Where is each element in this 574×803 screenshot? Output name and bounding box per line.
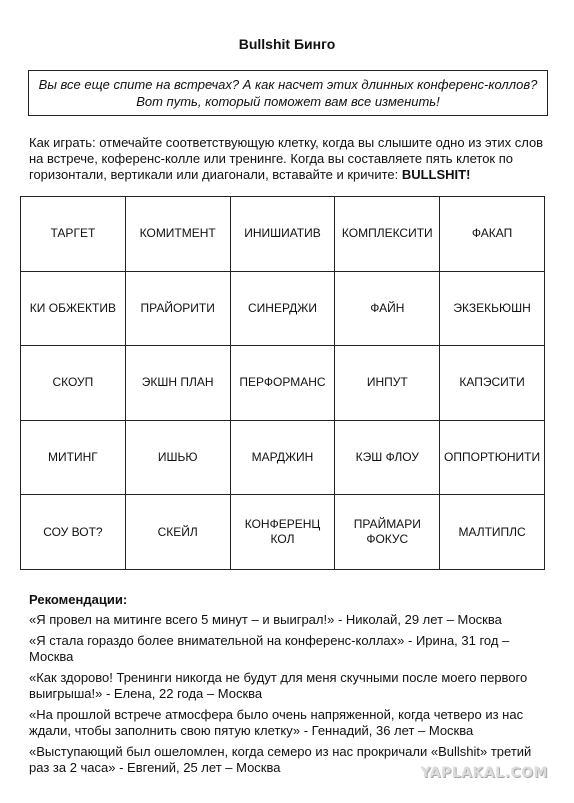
bingo-cell[interactable]: ПЕРФОРМАНС	[231, 346, 336, 421]
bingo-cell[interactable]: ТАРГЕТ	[21, 197, 126, 272]
bingo-cell[interactable]: КОНФЕРЕНЦ КОЛ	[231, 495, 336, 570]
recommendation-item: «Я провел на митинге всего 5 минут – и выиграл!» - Николай, 29 лет – Москва	[29, 612, 502, 627]
recommendation-item: «На прошлой встрече атмосфера было очень напряженной, когда четверо из нас ждали, чтобы заполнить свою пятую клетку» - Геннадий, 36 лет – Москва	[29, 707, 524, 738]
bingo-cell[interactable]: КЭШ ФЛОУ	[335, 421, 440, 496]
bingo-cell[interactable]: КАПЭСИТИ	[440, 346, 545, 421]
bingo-cell[interactable]: ИШЬЮ	[126, 421, 231, 496]
recommendation-item: «Выступающий был ошеломлен, когда семеро из нас прокричали «Bullshit» третий раз за 2 часа» - Евгений, 25 лет – Москва	[29, 744, 532, 775]
bingo-cell[interactable]: ПРАЙМАРИ ФОКУС	[335, 495, 440, 570]
recommendations-list	[29, 612, 549, 781]
how-to-play	[29, 135, 549, 183]
bingo-cell[interactable]: СКЕЙЛ	[126, 495, 231, 570]
bingo-cell[interactable]: КИ ОБЖЕКТИВ	[21, 272, 126, 347]
bingo-cell[interactable]: МАЛТИПЛС	[440, 495, 545, 570]
how-to-play-shout: BULLSHIT!	[401, 167, 471, 182]
intro-line-1: Вы все еще спите на встречах? А как насчет этих длинных конференс-коллов?	[38, 77, 538, 92]
recommendation-item: «Я стала гораздо более внимательной на конференс-коллах» - Ирина, 31 год – Москва	[29, 633, 510, 664]
bingo-grid	[20, 196, 545, 570]
intro-line-2: Вот путь, который поможет вам все изменить!	[136, 94, 440, 109]
recommendations-heading: Рекомендации:	[29, 592, 128, 607]
intro-box	[28, 70, 548, 116]
bingo-cell[interactable]: КОМПЛЕКСИТИ	[335, 197, 440, 272]
bingo-cell[interactable]: СИНЕРДЖИ	[231, 272, 336, 347]
bingo-cell[interactable]: ОППОРТЮНИТИ	[440, 421, 545, 496]
bingo-cell[interactable]: ФАЙН	[335, 272, 440, 347]
watermark: YAPLAKAL.COM	[420, 765, 548, 781]
bingo-cell[interactable]: ИНПУТ	[335, 346, 440, 421]
bingo-cell[interactable]: СОУ ВОТ?	[21, 495, 126, 570]
bingo-cell[interactable]: МИТИНГ	[21, 421, 126, 496]
bingo-cell[interactable]: СКОУП	[21, 346, 126, 421]
page-title: Bullshit Бинго	[238, 36, 336, 52]
bingo-cell[interactable]: ЭКЗЕКЬЮШН	[440, 272, 545, 347]
bingo-cell[interactable]: ФАКАП	[440, 197, 545, 272]
bingo-cell[interactable]: КОМИТМЕНТ	[126, 197, 231, 272]
bingo-cell[interactable]: ИНИШИАТИВ	[231, 197, 336, 272]
bingo-cell[interactable]: ЭКШН ПЛАН	[126, 346, 231, 421]
bingo-cell[interactable]: МАРДЖИН	[231, 421, 336, 496]
recommendation-item: «Как здорово! Тренинги никогда не будут для меня скучными после моего первого выигрыша!» - Елена, 22 года – Москва	[29, 670, 528, 701]
bingo-cell[interactable]: ПРАЙОРИТИ	[126, 272, 231, 347]
how-to-play-text: Как играть: отмечайте соответствующую клетку, когда вы слышите одно из этих слов на встрече, коференс-колле или тренинге. Когда вы составляете пять клеток по горизонтали, вертикали или диагонали, вставайте и кричите:	[29, 135, 544, 182]
